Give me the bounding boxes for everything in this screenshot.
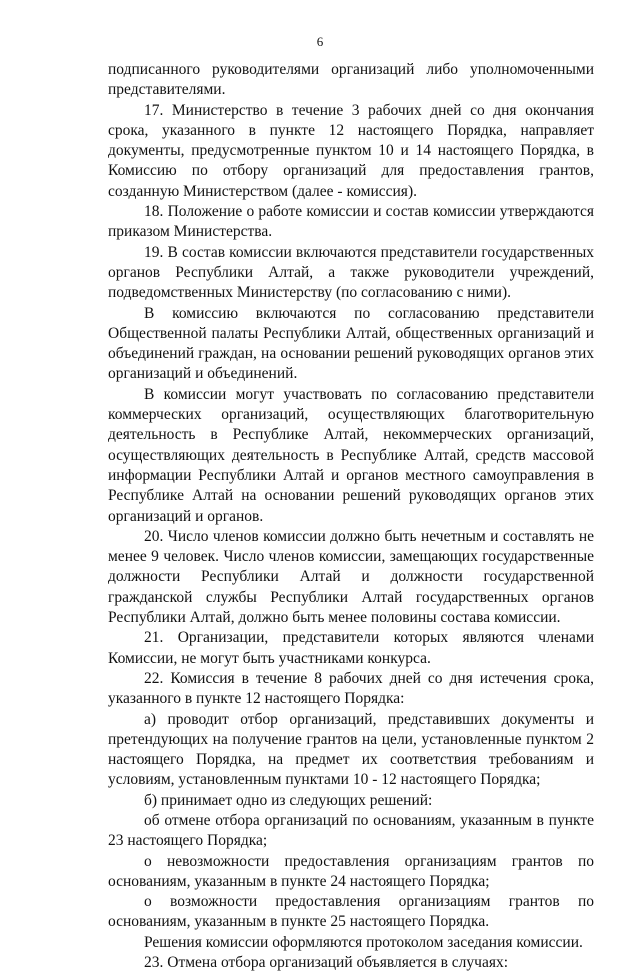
paragraph: 19. В состав комиссии включаются представители государственных органов Республики Алтай, а также руководители учреждений, подведомственных Министерству (по согласованию с ними). [108,243,594,302]
document-body [108,60,594,973]
paragraph: о невозможности предоставления организациям грантов по основаниям, указанным в пункте 24 настоящего Порядка; [108,852,594,890]
paragraph: 22. Комиссия в течение 8 рабочих дней со дня истечения срока, указанного в пункте 12 настоящего Порядка: [108,669,594,708]
paragraph: В комиссию включаются по согласованию представители Общественной палаты Республики Алтай, общественных организаций и объединений граждан, на основании решений руководящих органов этих организаций и объединений. [108,304,594,383]
paragraph: а) проводит отбор организаций, представивших документы и претендующих на получение грантов на цели, установленные пунктом 2 настоящего Порядка, на предмет их соответствия требованиям и условиям, установленным пунктами 10 - 12 настоящего Порядка; [108,710,594,789]
paragraph: об отмене отбора организаций по основаниям, указанным в пункте 23 настоящего Порядка; [108,811,594,850]
paragraph: Решения комиссии оформляются протоколом заседания комиссии. [144,933,583,951]
paragraph: б) принимает одно из следующих решений: [144,791,433,809]
paragraph: 20. Число членов комиссии должно быть нечетным и составлять не менее 9 человек. Число членов комиссии, замещающих государственные должности Республики Алтай и должности государственной гражданской службы Республики Алтай государственных органов Республики Алтай, должно быть менее половины состава комиссии. [108,527,594,627]
paragraph: 18. Положение о работе комиссии и состав комиссии утверждаются приказом Министерства. [108,203,594,241]
page-number: 6 [316,34,324,49]
paragraph: 17. Министерство в течение 3 рабочих дней со дня окончания срока, указанного в пункте 12 настоящего Порядка, направляет документы, предусмотренные пунктом 10 и 14 настоящего Порядка, в Комиссию по отбору организаций для предоставления грантов, созданную Министерством (далее - комиссия). [108,101,594,200]
paragraph: В комиссии могут участвовать по согласованию представители коммерческих организаций, осуществляющих благотворительную деятельность в Республике Алтай, некоммерческих организаций, осуществляющих деятельность в Республике Алтай, средств массовой информации Республики Алтай и органов местного самоуправления в Республике Алтай на основании решений руководящих органов этих организаций и органов. [108,385,594,525]
paragraph: 23. Отмена отбора организаций объявляется в случаях: [144,954,509,972]
paragraph: подписанного руководителями организаций либо уполномоченными представителями. [108,61,594,99]
paragraph: 21. Организации, представители которых являются членами Комиссии, не могут быть участниками конкурса. [108,629,594,667]
paragraph: о возможности предоставления организациям грантов по основаниям, указанным в пункте 25 настоящего Порядка. [108,893,594,931]
